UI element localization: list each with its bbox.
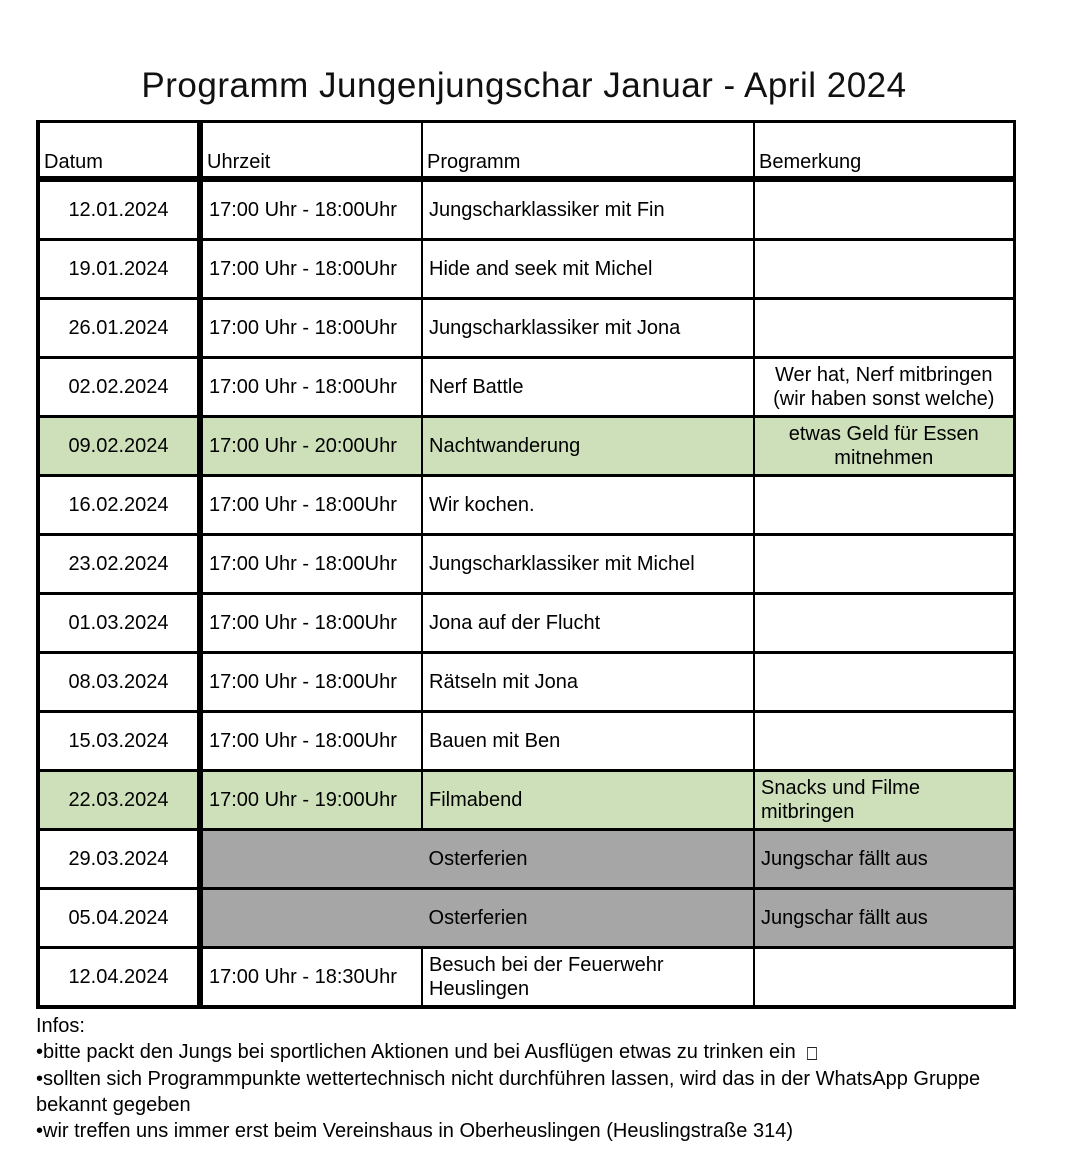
uhrzeit-cell: 17:00 Uhr - 18:00Uhr [200,712,422,771]
header-uhrzeit: Uhrzeit [200,122,422,180]
programm-cell: Besuch bei der Feuerwehr Heuslingen [422,948,754,1008]
uhrzeit-cell: 17:00 Uhr - 18:00Uhr [200,240,422,299]
bemerkung-cell [754,476,1014,535]
datum-cell: 01.03.2024 [38,594,200,653]
bemerkung-cell [754,299,1014,358]
osterferien-cell: Osterferien [200,830,754,889]
bemerkung-cell [754,948,1014,1008]
programm-cell: Nerf Battle [422,358,754,417]
uhrzeit-cell: 17:00 Uhr - 18:30Uhr [200,948,422,1008]
header-bemerkung: Bemerkung [754,122,1014,180]
uhrzeit-cell: 17:00 Uhr - 18:00Uhr [200,653,422,712]
datum-cell: 15.03.2024 [38,712,200,771]
infos-label: Infos: [36,1015,85,1038]
bemerkung-cell [754,653,1014,712]
bemerkung-cell: Wer hat, Nerf mitbringen (wir haben sonst welche) [754,358,1014,417]
datum-cell: 08.03.2024 [38,653,200,712]
programm-cell: Nachtwanderung [422,417,754,476]
page [0,66,1080,1160]
datum-cell: 09.02.2024 [38,417,200,476]
infos-section [36,1013,1021,1144]
programm-cell: Wir kochen. [422,476,754,535]
infos-list [36,1039,1021,1144]
programm-cell: Bauen mit Ben [422,712,754,771]
programm-cell: Jungscharklassiker mit Michel [422,535,754,594]
bemerkung-cell: Jungschar fällt aus [754,889,1014,948]
datum-cell: 29.03.2024 [38,830,200,889]
uhrzeit-cell: 17:00 Uhr - 20:00Uhr [200,417,422,476]
info-bullet-drinks [36,1039,1021,1066]
bemerkung-cell [754,535,1014,594]
program-table [36,120,1016,1009]
table-row [38,299,1014,358]
bemerkung-cell [754,179,1014,240]
datum-cell: 23.02.2024 [38,535,200,594]
uhrzeit-cell: 17:00 Uhr - 18:00Uhr [200,299,422,358]
datum-cell: 02.02.2024 [38,358,200,417]
programm-cell: Jona auf der Flucht [422,594,754,653]
table-row [38,712,1014,771]
header-datum: Datum [38,122,200,180]
table-row [38,771,1014,830]
uhrzeit-cell: 17:00 Uhr - 19:00Uhr [200,771,422,830]
info-bullet-meeting-point: •wir treffen uns immer erst beim Vereinshaus in Oberheuslingen (Heuslingstraße 314) [36,1120,793,1143]
uhrzeit-cell: 17:00 Uhr - 18:00Uhr [200,476,422,535]
programm-cell: Hide and seek mit Michel [422,240,754,299]
bemerkung-cell: etwas Geld für Essen mitnehmen [754,417,1014,476]
table-row [38,889,1014,948]
osterferien-cell: Osterferien [200,889,754,948]
table-row [38,476,1014,535]
table-row [38,535,1014,594]
programm-cell: Filmabend [422,771,754,830]
datum-cell: 05.04.2024 [38,889,200,948]
uhrzeit-cell: 17:00 Uhr - 18:00Uhr [200,535,422,594]
table-row [38,240,1014,299]
table-row [38,653,1014,712]
uhrzeit-cell: 17:00 Uhr - 18:00Uhr [200,358,422,417]
bemerkung-cell [754,594,1014,653]
programm-cell: Jungscharklassiker mit Jona [422,299,754,358]
table-row [38,830,1014,889]
uhrzeit-cell: 17:00 Uhr - 18:00Uhr [200,179,422,240]
table-row [38,358,1014,417]
bemerkung-cell [754,240,1014,299]
header-programm: Programm [422,122,754,180]
table-row [38,594,1014,653]
table-row [38,417,1014,476]
bemerkung-cell [754,712,1014,771]
programm-cell: Rätseln mit Jona [422,653,754,712]
table-row [38,179,1014,240]
datum-cell: 12.04.2024 [38,948,200,1008]
page-title: Programm Jungenjungschar Januar - April 2024 [141,66,907,105]
table-row [38,948,1014,1008]
uhrzeit-cell: 17:00 Uhr - 18:00Uhr [200,594,422,653]
datum-cell: 22.03.2024 [38,771,200,830]
programm-cell: Jungscharklassiker mit Fin [422,179,754,240]
info-bullet-text: •bitte packt den Jungs bei sportlichen Aktionen und bei Ausflügen etwas zu trinken ein [36,1041,796,1064]
datum-cell: 19.01.2024 [38,240,200,299]
missing-emoji-box-icon: □ [805,1043,818,1064]
datum-cell: 12.01.2024 [38,179,200,240]
datum-cell: 26.01.2024 [38,299,200,358]
bemerkung-cell: Jungschar fällt aus [754,830,1014,889]
bemerkung-cell: Snacks und Filme mitbringen [754,771,1014,830]
info-bullet-weather: •sollten sich Programmpunkte wettertechnisch nicht durchführen lassen, wird das in der WhatsApp Gruppe bekannt gegeben [36,1068,981,1117]
table-header-row [38,122,1014,180]
datum-cell: 16.02.2024 [38,476,200,535]
